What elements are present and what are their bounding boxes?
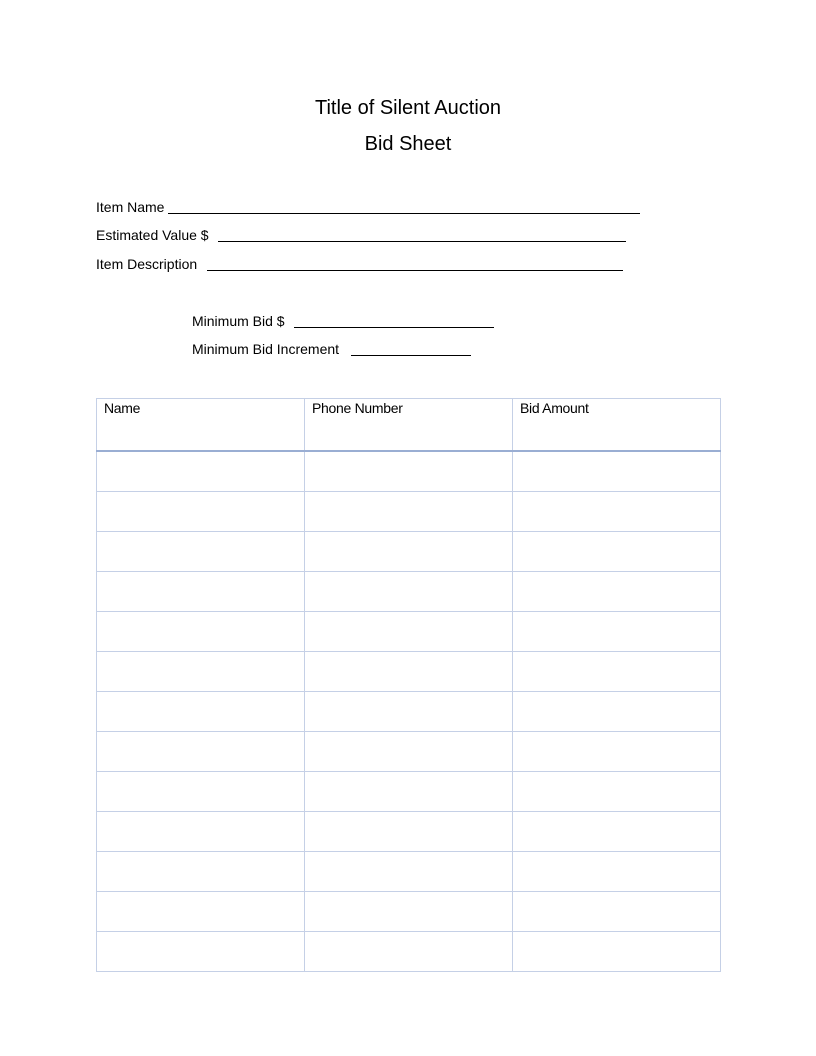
table-row: [97, 612, 721, 652]
item-name-label: Item Name: [96, 199, 165, 215]
name-cell[interactable]: [97, 652, 305, 692]
bid-amount-cell[interactable]: [513, 852, 721, 892]
phone-number-cell[interactable]: [305, 812, 513, 852]
table-row: [97, 892, 721, 932]
name-cell[interactable]: [97, 932, 305, 972]
name-cell[interactable]: [97, 692, 305, 732]
phone-number-cell[interactable]: [305, 451, 513, 492]
phone-number-cell[interactable]: [305, 492, 513, 532]
table-row: [97, 852, 721, 892]
item-description-label: Item Description: [96, 256, 198, 272]
phone-number-cell[interactable]: [305, 852, 513, 892]
estimated-value-line[interactable]: [218, 241, 626, 242]
phone-number-cell[interactable]: [305, 572, 513, 612]
column-header-name: Name: [97, 399, 305, 452]
table-row: [97, 652, 721, 692]
item-name-line[interactable]: [168, 213, 640, 214]
bid-table: [96, 398, 721, 972]
minimum-bid-line[interactable]: [294, 327, 494, 328]
bid-amount-cell[interactable]: [513, 772, 721, 812]
table-row: [97, 492, 721, 532]
name-cell[interactable]: [97, 852, 305, 892]
minimum-bid-increment-line[interactable]: [351, 355, 471, 356]
name-cell[interactable]: [97, 492, 305, 532]
item-name-field: [96, 198, 164, 216]
minimum-bid-increment-label: Minimum Bid Increment: [192, 341, 340, 357]
minimum-bid-label: Minimum Bid $: [192, 313, 285, 329]
bid-amount-cell[interactable]: [513, 892, 721, 932]
phone-number-cell[interactable]: [305, 652, 513, 692]
name-cell[interactable]: [97, 612, 305, 652]
minimum-bid-field: [192, 312, 285, 330]
table-row: [97, 572, 721, 612]
auction-title: Title of Silent Auction: [314, 97, 502, 119]
bid-amount-cell[interactable]: [513, 812, 721, 852]
phone-number-cell[interactable]: [305, 892, 513, 932]
table-row: [97, 532, 721, 572]
phone-number-cell[interactable]: [305, 612, 513, 652]
bid-amount-cell[interactable]: [513, 652, 721, 692]
item-description-line[interactable]: [207, 270, 623, 271]
name-cell[interactable]: [97, 451, 305, 492]
name-cell[interactable]: [97, 892, 305, 932]
table-row: [97, 932, 721, 972]
estimated-value-label: Estimated Value $: [96, 227, 209, 243]
phone-number-cell[interactable]: [305, 732, 513, 772]
table-row: [97, 772, 721, 812]
bid-amount-cell[interactable]: [513, 572, 721, 612]
table-row: [97, 451, 721, 492]
table-row: [97, 732, 721, 772]
bid-amount-cell[interactable]: [513, 451, 721, 492]
bid-amount-cell[interactable]: [513, 692, 721, 732]
item-description-field: [96, 255, 197, 273]
bid-amount-cell[interactable]: [513, 932, 721, 972]
bid-amount-cell[interactable]: [513, 612, 721, 652]
bid-amount-cell[interactable]: [513, 732, 721, 772]
bid-amount-cell[interactable]: [513, 492, 721, 532]
phone-number-cell[interactable]: [305, 532, 513, 572]
column-header-phone-number: Phone Number: [305, 399, 513, 452]
minimum-bid-increment-field: [192, 340, 339, 358]
name-cell[interactable]: [97, 812, 305, 852]
name-cell[interactable]: [97, 772, 305, 812]
estimated-value-field: [96, 226, 209, 244]
column-header-bid-amount: Bid Amount: [513, 399, 721, 452]
table-row: [97, 692, 721, 732]
name-cell[interactable]: [97, 732, 305, 772]
bid-amount-cell[interactable]: [513, 532, 721, 572]
bid-table-body: [97, 451, 721, 972]
phone-number-cell[interactable]: [305, 932, 513, 972]
name-cell[interactable]: [97, 572, 305, 612]
phone-number-cell[interactable]: [305, 692, 513, 732]
sheet-subtitle: Bid Sheet: [364, 133, 452, 155]
phone-number-cell[interactable]: [305, 772, 513, 812]
bid-table-header-row: [97, 399, 721, 452]
name-cell[interactable]: [97, 532, 305, 572]
table-row: [97, 812, 721, 852]
